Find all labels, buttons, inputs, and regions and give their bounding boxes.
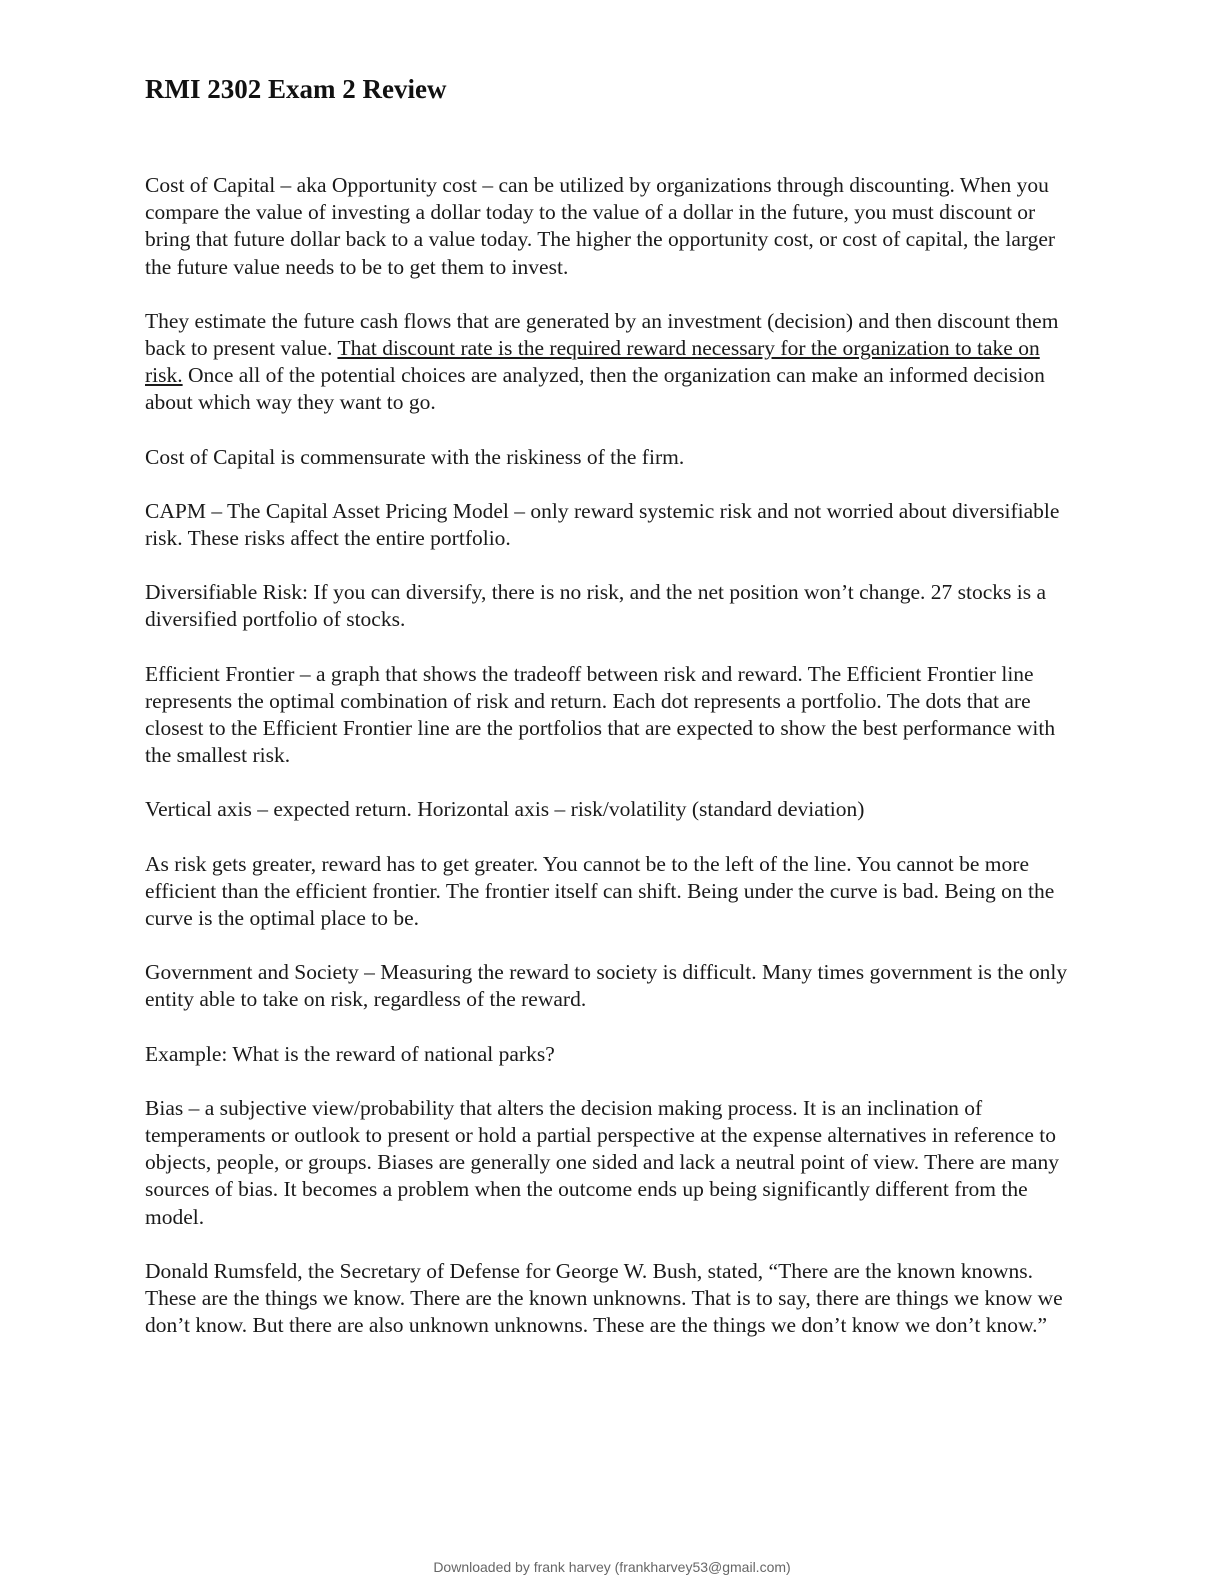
paragraph-cost-of-capital: Cost of Capital – aka Opportunity cost – can be utilized by organizations through discounting. When you compare the value of investing a dollar today to the value of a dollar in the future, you must discount or bring that future dollar back to a value today. The higher the opportunity cost, or cost of capital, the larger the future value needs to be to get them to invest. xyxy=(145,173,1056,279)
document-body xyxy=(145,172,1075,1367)
paragraph-capm: CAPM – The Capital Asset Pricing Model – only reward systemic risk and not worried about diversifiable risk. These risks affect the entire portfolio. xyxy=(145,498,1060,551)
paragraph-axes: Vertical axis – expected return. Horizontal axis – risk/volatility (standard deviation) xyxy=(145,797,865,822)
download-footer: Downloaded by frank harvey (frankharvey53@gmail.com) xyxy=(433,1559,791,1575)
paragraph-cash-flows-intro: They estimate the future cash flows that are generated by an investment (decision) and then discount them back to present value. xyxy=(145,308,1059,361)
paragraph-bias: Bias – a subjective view/probability that alters the decision making process. It is an inclination of temperaments or outlook to present or hold a partial perspective at the expense alternatives in reference to objects, people, or groups. Biases are generally one sided and lack a neutral point of view. There are many sources of bias. It becomes a problem when the outcome ends up being significantly different from the model. xyxy=(145,1095,1060,1229)
paragraph-efficient-frontier: Efficient Frontier – a graph that shows the tradeoff between risk and reward. The Efficient Frontier line represents the optimal combination of risk and return. Each dot represents a portfolio. The dots that are closest to the Efficient Frontier line are the portfolios that are expected to show the best performance with the smallest risk. xyxy=(145,661,1056,768)
document-title: RMI 2302 Exam 2 Review xyxy=(145,74,447,104)
paragraph-example: Example: What is the reward of national parks? xyxy=(145,1041,555,1066)
underlined-discount-rate-sentence: That discount rate is the required reward necessary for the organization to take on risk. xyxy=(145,336,1040,388)
paragraph-cash-flows xyxy=(145,308,1075,417)
paragraph-diversifiable-risk: Diversifiable Risk: If you can diversify, there is no risk, and the net position won’t change. 27 stocks is a diversified portfolio of stocks. xyxy=(145,580,1047,632)
paragraph-rumsfeld-quote: Donald Rumsfeld, the Secretary of Defense for George W. Bush, stated, “There are the known knowns. These are the things we know. There are the known unknowns. That is to say, there are things we know we don’t know. But there are also unknown unknowns. These are the things we don’t know we don’t know.” xyxy=(145,1258,1063,1338)
paragraph-government-society: Government and Society – Measuring the reward to society is difficult. Many times government is the only entity able to take on risk, regardless of the reward. xyxy=(145,960,1068,1012)
paragraph-risk-reward: As risk gets greater, reward has to get greater. You cannot be to the left of the line. You cannot be more efficient than the efficient frontier. The frontier itself can shift. Being under the curve is bad. Being on the curve is the optimal place to be. xyxy=(145,851,1055,931)
paragraph-cash-flows-outro: Once all of the potential choices are analyzed, then the organization can make an informed decision about which way they want to go. xyxy=(145,363,1045,415)
paragraph-cost-of-capital-riskiness: Cost of Capital is commensurate with the riskiness of the firm. xyxy=(145,444,685,469)
